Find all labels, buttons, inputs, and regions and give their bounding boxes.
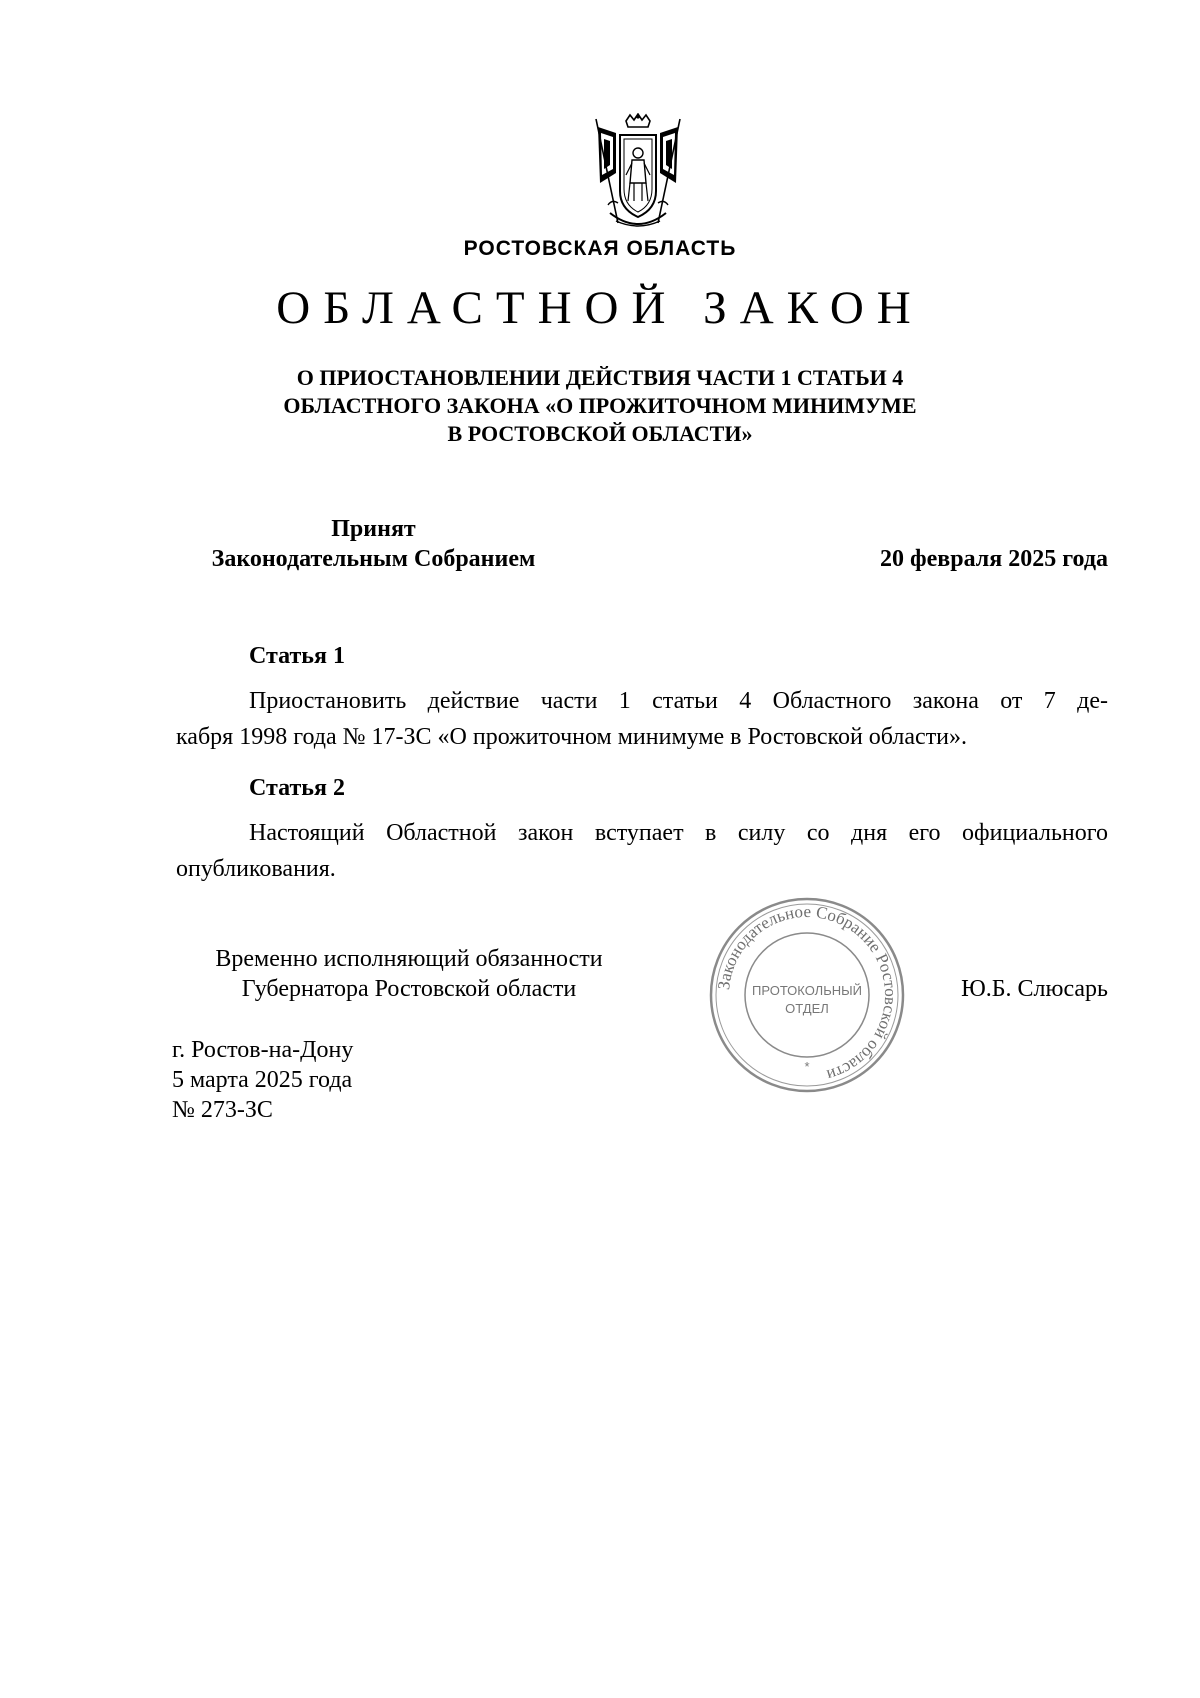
place-date-number [172,1035,353,1125]
law-title [0,364,1200,448]
signer-position-line: Временно исполняющий обязанности [215,946,603,972]
place-city: г. Ростов-на-Дону [172,1037,354,1063]
law-title-line: О ПРИОСТАНОВЛЕНИИ ДЕЙСТВИЯ ЧАСТИ 1 СТАТЬИ 4 [296,365,904,390]
coat-of-arms-icon [588,113,688,235]
adoption-label-line: Законодательным Собранием [211,546,536,572]
article-1-title: Статья 1 [249,643,345,669]
stamp-inner-line: ОТДЕЛ [785,1001,829,1016]
signer-name: Ю.Б. Слюсарь [961,976,1108,1002]
region-name: РОСТОВСКАЯ ОБЛАСТЬ [463,237,737,260]
signing-date: 5 марта 2025 года [172,1067,353,1093]
article-2-text [176,815,1108,887]
adoption-label [176,514,571,574]
signer-position-line: Губернатора Ростовской области [241,976,577,1002]
stamp-star-icon: * [804,1059,810,1074]
article-text-line: опубликования. [176,856,336,882]
law-title-line: В РОСТОВСКОЙ ОБЛАСТИ» [447,421,753,446]
article-text-line: кабря 1998 года № 17-ЗС «О прожиточном минимуме в Ростовской области». [176,724,968,750]
official-stamp [707,895,907,1095]
article-text-line: Настоящий Областной закон вступает в силу со дня его официального [249,820,1108,846]
stamp-ring-text: Законодательное Собрание Ростовской области [714,901,901,1086]
article-1-text [176,683,1108,755]
article-2-title: Статья 2 [249,775,345,801]
adoption-date: 20 февраля 2025 года [880,546,1108,572]
adoption-label-line: Принят [331,516,416,542]
law-title-line: ОБЛАСТНОГО ЗАКОНА «О ПРОЖИТОЧНОМ МИНИМУМЕ [283,393,917,418]
signer-position [176,944,642,1004]
law-number: № 273-ЗС [172,1097,273,1123]
article-text-line: Приостановить действие части 1 статьи 4 Областного закона от 7 де- [249,688,1108,714]
document-type-heading: ОБЛАСТНОЙ ЗАКОН [276,282,924,334]
stamp-inner-line: ПРОТОКОЛЬНЫЙ [751,983,863,998]
